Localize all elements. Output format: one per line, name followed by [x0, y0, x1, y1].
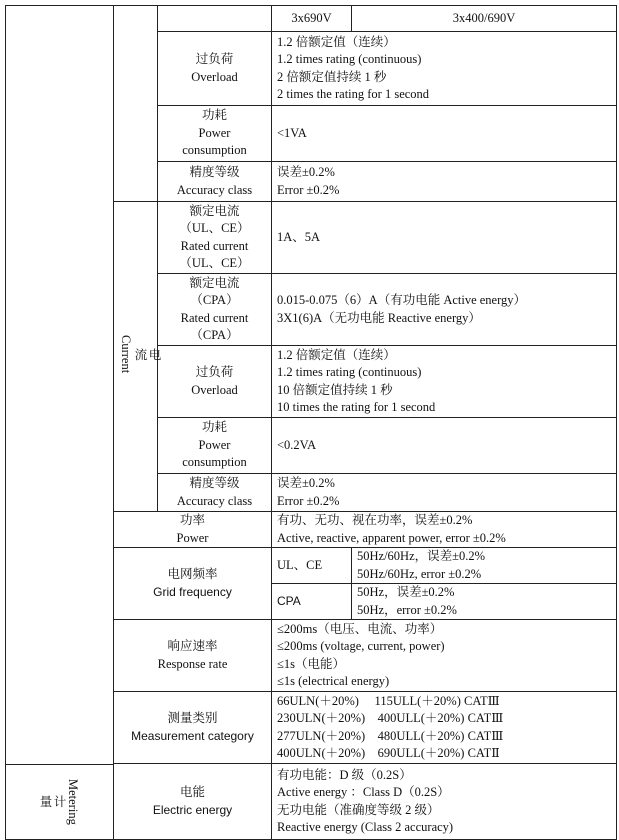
specifications-table: [5, 5, 617, 840]
current-rated-cpa-line-1: 0.015-0.075（6）A（有功电能 Active energy）: [277, 293, 527, 307]
current-rated-ulce-label: [158, 202, 272, 274]
power-label-en: Power: [176, 530, 209, 545]
grid-frequency-cpa-line-2: 50Hz，error ±0.2%: [357, 602, 457, 617]
current-rated-cpa-label-4: （CPA）: [190, 328, 239, 342]
voltage-header-left: 3x690V: [272, 6, 352, 32]
current-overload-label: [158, 346, 272, 418]
measurement-category-label-cn: 测量类别: [167, 711, 218, 725]
measurement-category-line-1: 66ULN(＋20%) 115ULL(＋20%) CATⅢ: [277, 693, 500, 708]
current-rated-cpa-label-2: （CPA）: [190, 293, 239, 307]
voltage-accuracy-line-2: Error ±0.2%: [277, 182, 340, 197]
current-section-cn: [133, 335, 161, 373]
current-section-en: Current: [119, 334, 133, 373]
grid-frequency-label-en: Grid frequency: [153, 584, 232, 599]
outer-blank-cell: [6, 6, 114, 840]
current-power-consumption-value: <0.2VA: [272, 418, 617, 474]
grid-frequency-ulce-line-1: 50Hz/60Hz，误差±0.2%: [357, 549, 486, 563]
current-rated-ulce-label-3: Rated current: [180, 238, 249, 253]
grid-frequency-label-cn: 电网频率: [167, 567, 218, 581]
electric-energy-label-cn: 电能: [179, 785, 205, 799]
current-overload-line-1: 1.2 倍额定值（连续）: [277, 347, 396, 362]
power-line-2: Active, reactive, apparent power, error ±0.2%: [277, 530, 506, 545]
current-rated-ulce-label-1: 额定电流: [189, 203, 240, 218]
current-section-text: [119, 335, 161, 373]
current-rated-cpa-line-2: 3X1(6)A（无功电能 Reactive energy）: [277, 310, 481, 325]
grid-frequency-label: [114, 548, 272, 620]
current-accuracy-value: [272, 474, 617, 512]
current-rated-cpa-label-3: Rated current: [180, 310, 249, 325]
response-rate-value: [272, 620, 617, 692]
grid-frequency-value-ulce: [352, 548, 617, 584]
grid-frequency-cpa-line-1: 50Hz，误差±0.2%: [357, 585, 455, 599]
grid-frequency-cert-cpa: CPA: [272, 584, 352, 620]
voltage-header-blank: [158, 6, 272, 32]
metering-section-cn1: 计: [52, 795, 66, 808]
electric-energy-line-3: 无功电能（准确度等级 2 级）: [277, 802, 440, 817]
metering-section-cn2: 量: [38, 795, 52, 808]
response-rate-label: [114, 620, 272, 692]
response-rate-line-4: ≤1s (electrical energy): [277, 674, 390, 688]
voltage-overload-line-3: 2 倍额定值持续 1 秒: [277, 69, 387, 84]
measurement-category-value: [272, 692, 617, 764]
current-accuracy-label: [158, 474, 272, 512]
voltage-overload-value: [272, 32, 617, 106]
voltage-overload-label-cn: 过负荷: [195, 52, 234, 66]
current-rated-ulce-label-2: （UL、CE）: [179, 221, 250, 235]
power-line-1: 有功、无功、视在功率，误差±0.2%: [277, 513, 473, 527]
voltage-power-consumption-label: [158, 106, 272, 162]
current-accuracy-line-1: 误差±0.2%: [277, 476, 335, 490]
voltage-accuracy-label-cn: 精度等级: [189, 165, 240, 179]
current-power-consumption-label-en2: consumption: [182, 455, 247, 470]
electric-energy-line-2: Active energy ：Class D（0.2S）: [277, 785, 450, 799]
current-section-cn1: 电: [147, 347, 161, 360]
current-rated-ulce-label-4: （UL、CE）: [179, 256, 250, 270]
voltage-overload-label-en: Overload: [191, 69, 238, 84]
response-rate-line-2: ≤200ms (voltage, current, power): [277, 639, 445, 653]
measurement-category-line-2: 230ULN(＋20%) 400ULL(＋20%) CATⅢ: [277, 711, 504, 725]
voltage-overload-line-2: 1.2 times rating (continuous): [277, 52, 422, 66]
current-section-label: [114, 202, 161, 512]
current-overload-label-en: Overload: [191, 382, 238, 397]
current-rated-cpa-label: [158, 274, 272, 346]
voltage-accuracy-label: [158, 162, 272, 202]
current-rated-cpa-label-1: 额定电流: [189, 275, 240, 290]
response-rate-line-1: ≤200ms（电压、电流、功率）: [277, 621, 443, 636]
electric-energy-line-4: Reactive energy (Class 2 accuracy): [277, 820, 454, 834]
current-section-cn2: 流: [133, 347, 147, 360]
current-overload-line-2: 1.2 times rating (continuous): [277, 365, 422, 379]
electric-energy-line-1: 有功电能：D 级（0.2S）: [277, 767, 412, 782]
metering-section-text: [38, 779, 80, 825]
current-rated-ulce-value: 1A、5A: [272, 202, 617, 274]
voltage-overload-line-4: 2 times the rating for 1 second: [277, 87, 430, 101]
grid-frequency-ulce-line-2: 50Hz/60Hz, error ±0.2%: [357, 566, 482, 581]
current-accuracy-label-cn: 精度等级: [189, 476, 240, 490]
current-overload-line-4: 10 times the rating for 1 second: [277, 400, 436, 414]
voltage-power-consumption-value: <1VA: [272, 106, 617, 162]
current-accuracy-label-en: Accuracy class: [176, 493, 253, 508]
power-value: [272, 512, 617, 548]
current-overload-value: [272, 346, 617, 418]
metering-section-label: [6, 765, 112, 839]
voltage-power-consumption-label-cn: 功耗: [201, 108, 227, 123]
metering-divider: [5, 764, 114, 765]
measurement-category-label-en: Measurement category: [131, 728, 254, 743]
voltage-power-consumption-label-en1: Power: [198, 125, 231, 140]
current-accuracy-line-2: Error ±0.2%: [277, 493, 340, 508]
measurement-category-line-4: 400ULN(＋20%) 690ULL(＋20%) CATⅡ: [277, 746, 500, 760]
metering-section-en: Metering: [66, 778, 80, 825]
current-power-consumption-label-en1: Power: [198, 437, 231, 452]
metering-section-cn: [38, 779, 66, 825]
voltage-section-cell: [114, 6, 158, 202]
response-rate-line-3: ≤1s（电能）: [277, 656, 345, 671]
current-rated-cpa-value: [272, 274, 617, 346]
measurement-category-label: [114, 692, 272, 764]
response-rate-label-cn: 响应速率: [167, 639, 218, 653]
voltage-header-row: [6, 6, 617, 32]
electric-energy-label-en: Electric energy: [152, 802, 233, 817]
current-power-consumption-label-cn: 功耗: [201, 420, 227, 435]
voltage-overload-line-1: 1.2 倍额定值（连续）: [277, 34, 396, 49]
voltage-accuracy-value: [272, 162, 617, 202]
power-label: [114, 512, 272, 548]
voltage-power-consumption-label-en2: consumption: [182, 143, 247, 158]
grid-frequency-value-cpa: [352, 584, 617, 620]
response-rate-label-en: Response rate: [157, 656, 228, 671]
current-overload-label-cn: 过负荷: [195, 365, 234, 379]
electric-energy-value: [272, 764, 617, 840]
power-label-cn: 功率: [179, 513, 205, 527]
voltage-accuracy-label-en: Accuracy class: [176, 182, 253, 197]
current-power-consumption-label: [158, 418, 272, 474]
voltage-accuracy-line-1: 误差±0.2%: [277, 165, 335, 179]
electric-energy-label: [114, 764, 272, 840]
voltage-header-right: 3x400/690V: [352, 6, 617, 32]
grid-frequency-cert-ulce: UL、CE: [272, 548, 352, 584]
voltage-overload-label: [158, 32, 272, 106]
current-overload-line-3: 10 倍额定值持续 1 秒: [277, 382, 393, 397]
measurement-category-line-3: 277ULN(＋20%) 480ULL(＋20%) CATⅢ: [277, 728, 504, 743]
